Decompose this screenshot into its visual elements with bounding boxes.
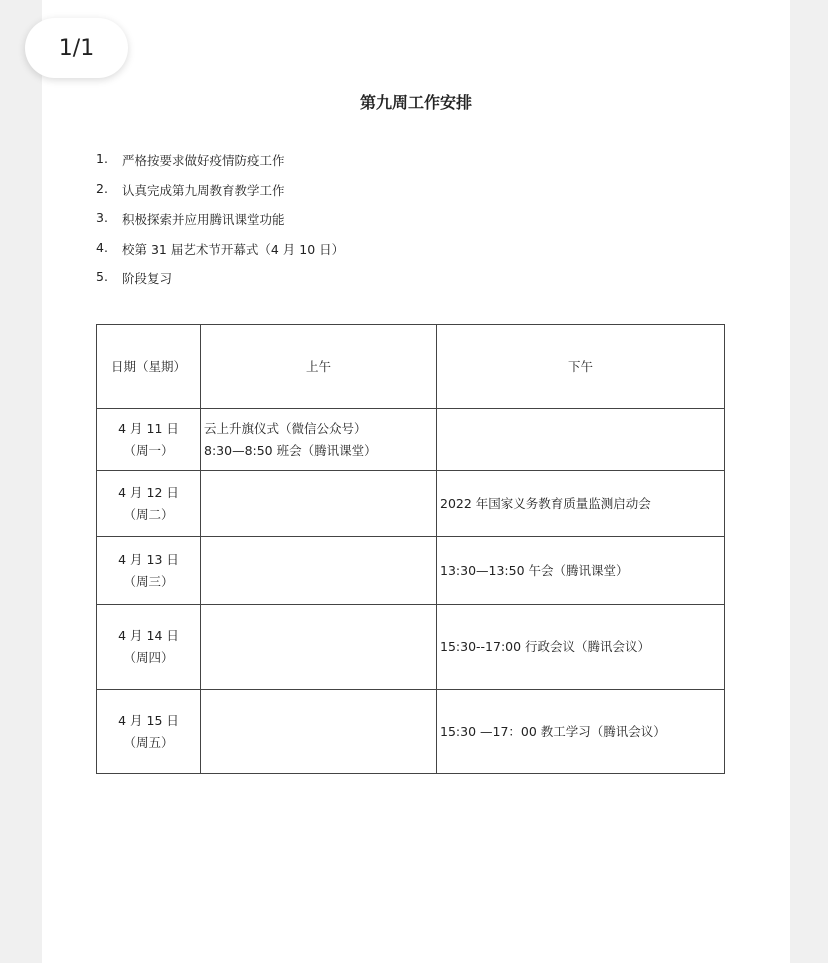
am-line-1: 云上升旗仪式（微信公众号） xyxy=(204,420,367,436)
am-cell xyxy=(201,690,437,774)
list-text: 积极探索并应用腾讯课堂功能 xyxy=(122,212,285,227)
document-title: 第九周工作安排 xyxy=(359,93,472,112)
am-cell xyxy=(201,409,437,471)
schedule-table xyxy=(96,324,725,774)
table-header-row xyxy=(97,325,725,409)
pm-cell xyxy=(437,409,725,471)
pm-cell: 2022 年国家义务教育质量监测启动会 xyxy=(437,471,725,537)
date-cell xyxy=(97,690,201,774)
date-cell xyxy=(97,605,201,690)
list-text: 校第 31 届艺术节开幕式（4 月 10 日） xyxy=(122,241,345,257)
weekday: （周一） xyxy=(123,442,174,458)
date: 4 月 11 日 xyxy=(118,420,179,436)
weekday: （周二） xyxy=(123,506,174,522)
date: 4 月 14 日 xyxy=(118,628,179,643)
table-row xyxy=(97,409,725,471)
date: 4 月 13 日 xyxy=(118,551,179,567)
am-line-2: 8:30—8:50 班会（腾讯课堂） xyxy=(204,442,377,458)
weekday: （周五） xyxy=(123,734,174,750)
date: 4 月 12 日 xyxy=(118,484,179,500)
header-pm: 下午 xyxy=(437,325,725,409)
page-indicator: 1/1 xyxy=(25,18,128,78)
list-item xyxy=(96,240,344,270)
list-text: 阶段复习 xyxy=(122,271,173,286)
date-cell xyxy=(97,409,201,471)
list-number: 4. xyxy=(96,239,108,255)
list-item xyxy=(96,269,344,299)
weekday: （周三） xyxy=(123,573,174,589)
date: 4 月 15 日 xyxy=(118,712,179,728)
table-row xyxy=(97,471,725,537)
list-number: 2. xyxy=(96,180,108,196)
list-number: 5. xyxy=(96,269,108,284)
list-item xyxy=(96,210,344,240)
date-cell xyxy=(97,537,201,605)
table-row xyxy=(97,690,725,774)
header-date: 日期（星期） xyxy=(97,325,201,409)
list-number: 3. xyxy=(96,210,108,225)
am-cell xyxy=(201,471,437,537)
pm-cell: 13:30—13:50 午会（腾讯课堂） xyxy=(437,537,725,605)
list-item xyxy=(96,181,344,211)
pm-cell: 15:30--17:00 行政会议（腾讯会议） xyxy=(437,605,725,690)
list-text: 严格按要求做好疫情防疫工作 xyxy=(122,153,285,168)
am-cell xyxy=(201,605,437,690)
table-row xyxy=(97,605,725,690)
weekday: （周四） xyxy=(123,650,174,665)
list-item xyxy=(96,151,344,181)
date-cell xyxy=(97,471,201,537)
pm-cell: 15:30 —17：00 教工学习（腾讯会议） xyxy=(437,690,725,774)
list-number: 1. xyxy=(96,151,108,166)
document-page xyxy=(42,0,790,963)
am-cell xyxy=(201,537,437,605)
table-row xyxy=(97,537,725,605)
header-am: 上午 xyxy=(201,325,437,409)
task-list xyxy=(96,151,344,299)
list-text: 认真完成第九周教育教学工作 xyxy=(122,182,285,198)
